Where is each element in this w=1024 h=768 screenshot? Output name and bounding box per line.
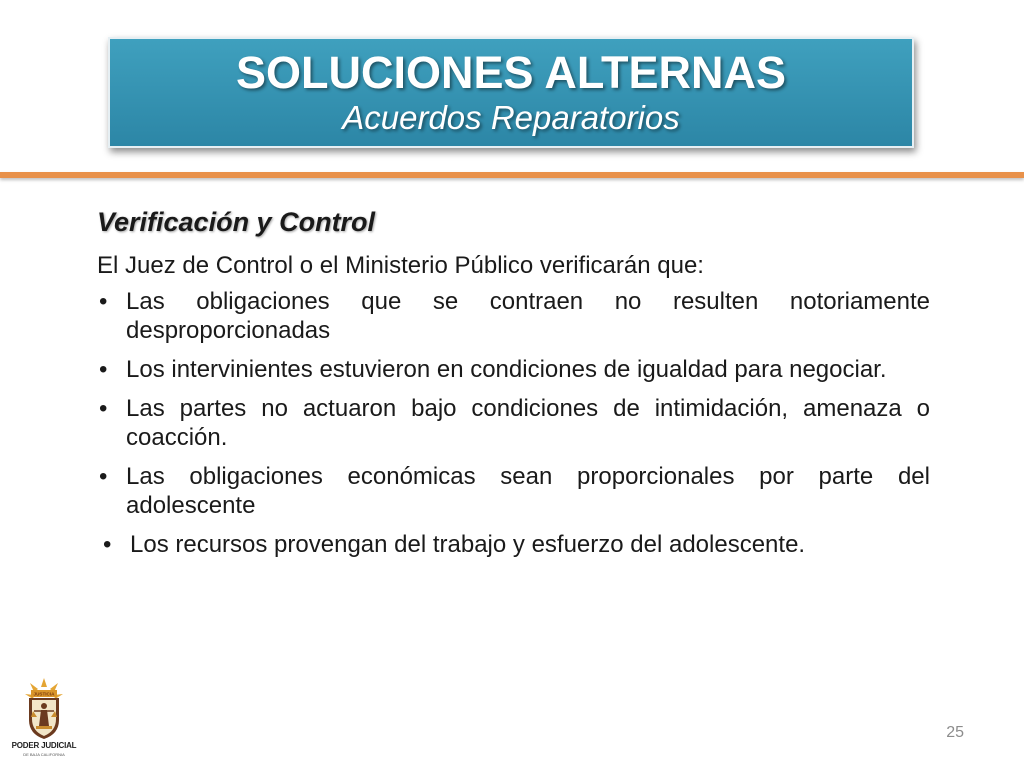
list-item-text: Los intervinientes estuvieron en condiciones de igualdad para negociar. <box>126 356 887 383</box>
slide-subtitle: Acuerdos Reparatorios <box>342 99 680 136</box>
bullet-icon: • <box>99 288 108 315</box>
intro-text: El Juez de Control o el Ministerio Público verificarán que: <box>97 252 704 279</box>
slide-title: SOLUCIONES ALTERNAS <box>235 47 787 98</box>
list-item-text: Las partes no actuaron bajo condiciones de intimidación, amenaza o coacción. <box>126 395 930 451</box>
list-item-text: Las obligaciones que se contraen no resulten notoriamente desproporcionadas <box>126 288 930 344</box>
bullet-icon: • <box>99 356 108 383</box>
logo-subtitle: DE BAJA CALIFORNIA <box>23 752 65 757</box>
list-item <box>97 355 930 384</box>
poder-judicial-emblem-icon <box>24 678 64 740</box>
list-item <box>97 462 930 520</box>
title-banner <box>108 37 914 148</box>
list-item <box>97 287 930 345</box>
list-item-text: Los recursos provengan del trabajo y esfuerzo del adolescente. <box>130 531 806 558</box>
section-heading: Verificación y Control <box>97 207 376 237</box>
page-number: 25 <box>946 724 964 741</box>
logo-name: PODER JUDICIAL <box>11 741 77 750</box>
bullet-icon: • <box>99 463 108 490</box>
list-item <box>97 394 930 452</box>
poder-judicial-logo <box>8 678 80 762</box>
svg-text:JUSTICIA: JUSTICIA <box>33 691 55 697</box>
title-divider <box>0 172 1024 178</box>
list-item <box>97 530 930 559</box>
bullet-icon: • <box>103 531 112 558</box>
list-item-text: Las obligaciones económicas sean proporcionales por parte del adolescente <box>126 463 930 519</box>
slide-content <box>97 205 930 569</box>
bullet-list <box>97 287 930 559</box>
bullet-icon: • <box>99 395 108 422</box>
